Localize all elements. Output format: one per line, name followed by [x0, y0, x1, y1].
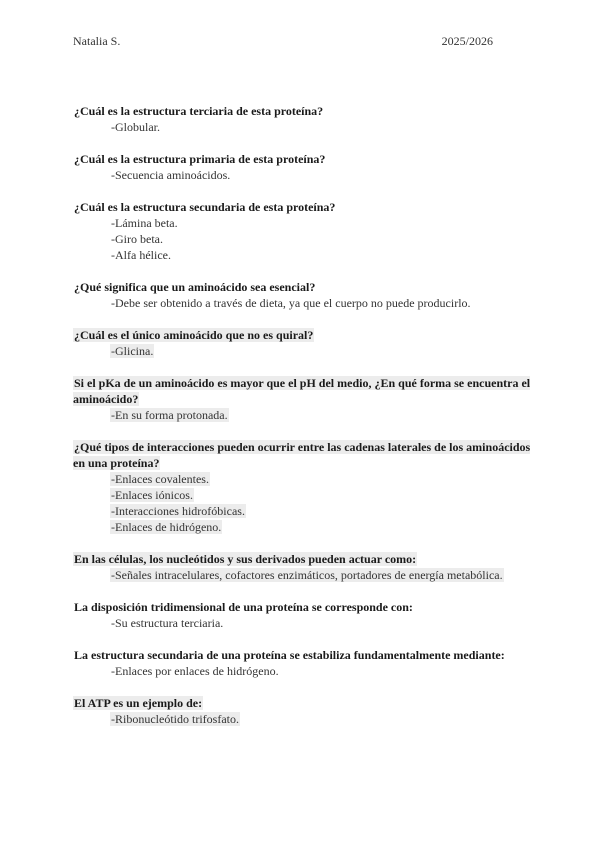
answer: -Enlaces covalentes.	[111, 472, 209, 486]
qa-item	[73, 695, 533, 727]
answer: -Enlaces iónicos.	[111, 488, 193, 502]
qa-item	[73, 199, 533, 263]
answer: -Lámina beta.	[111, 216, 178, 230]
answer: -En su forma protonada.	[111, 408, 228, 422]
qa-item	[73, 551, 533, 583]
answer: -Globular.	[111, 120, 160, 134]
answer: -Secuencia aminoácidos.	[111, 168, 231, 182]
answer: -Giro beta.	[111, 232, 163, 246]
question: ¿Cuál es la estructura terciaria de esta proteína?	[74, 104, 324, 118]
question: ¿Qué significa que un aminoácido sea esencial?	[74, 280, 316, 294]
question: ¿Cuál es el único aminoácido que no es quiral?	[74, 328, 314, 342]
qa-item	[73, 375, 533, 423]
qa-item	[73, 599, 533, 631]
question: El ATP es un ejemplo de:	[74, 696, 203, 710]
qa-item	[73, 103, 533, 135]
answer: -Enlaces de hidrógeno.	[111, 520, 222, 534]
answer: -Debe ser obtenido a través de dieta, ya que el cuerpo no puede producirlo.	[111, 296, 471, 310]
question: La estructura secundaria de una proteína se estabiliza fundamentalmente mediante:	[74, 648, 505, 662]
answer: -Alfa hélice.	[111, 248, 171, 262]
academic-year: 2025/2026	[441, 34, 493, 48]
qa-list	[73, 103, 533, 743]
answer: -Señales intracelulares, cofactores enzimáticos, portadores de energía metabólica.	[111, 568, 503, 582]
question: ¿Qué tipos de interacciones pueden ocurrir entre las cadenas laterales de los aminoácidos en una proteína?	[73, 440, 531, 470]
question: En las células, los nucleótidos y sus derivados pueden actuar como:	[74, 552, 417, 566]
author-name: Natalia S.	[73, 34, 121, 48]
qa-item	[73, 439, 533, 535]
qa-item	[73, 151, 533, 183]
qa-item	[73, 327, 533, 359]
answer: -Ribonucleótido trifosfato.	[111, 712, 239, 726]
qa-item	[73, 279, 533, 311]
qa-item	[73, 647, 533, 679]
answer: -Su estructura terciaria.	[111, 616, 224, 630]
answer: -Enlaces por enlaces de hidrógeno.	[111, 664, 279, 678]
question: Si el pKa de un aminoácido es mayor que el pH del medio, ¿En qué forma se encuentra el aminoácido?	[73, 376, 531, 406]
answer: -Interacciones hidrofóbicas.	[111, 504, 245, 518]
page-header	[73, 34, 493, 54]
question: ¿Cuál es la estructura primaria de esta proteína?	[74, 152, 326, 166]
question: La disposición tridimensional de una proteína se corresponde con:	[74, 600, 413, 614]
question: ¿Cuál es la estructura secundaria de esta proteína?	[74, 200, 336, 214]
answer: -Glicina.	[111, 344, 154, 358]
